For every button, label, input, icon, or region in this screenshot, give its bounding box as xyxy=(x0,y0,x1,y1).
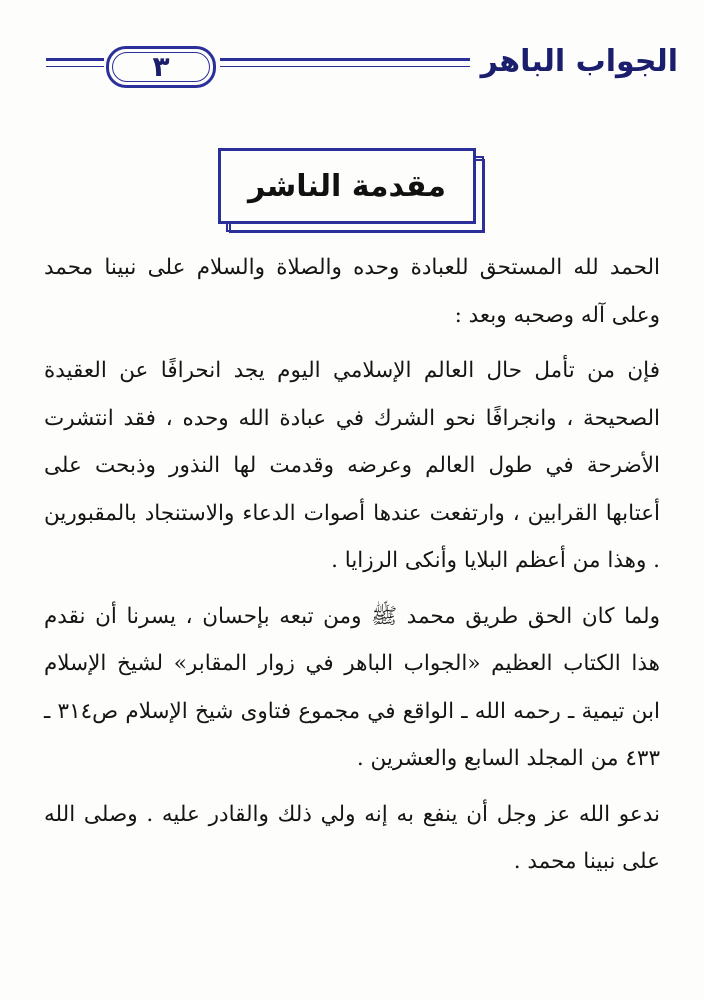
header-rule-middle-bottom xyxy=(220,66,470,67)
paragraph-book: ولما كان الحق طريق محمد ﷺ ومن تبعه بإحسان ، يسرنا أن نقدم هذا الكتاب العظيم «الجواب الباهر في زوار المقابر» لشيخ الإسلام ابن تيمية ـ رحمه الله ـ الواقع في مجموع فتاوى شيخ الإسلام ص٣١٤ ـ ٤٣٣ من المجلد السابع والعشرين . xyxy=(44,603,660,771)
paragraph-intro: الحمد لله المستحق للعبادة وحده والصلاة والسلام على نبينا محمد وعلى آله وصحبه وبعد : xyxy=(44,255,660,328)
header-rule-middle-top xyxy=(220,58,470,61)
section-title: مقدمة الناشر xyxy=(248,168,446,204)
paragraph-closing: ندعو الله عز وجل أن ينفع به إنه ولي ذلك والقادر عليه . وصلى الله على نبينا محمد . xyxy=(44,801,660,874)
header-rule-left-bottom xyxy=(46,66,104,67)
page-number-frame xyxy=(106,46,216,88)
page-header xyxy=(38,30,678,90)
page-number: ٣ xyxy=(152,50,170,83)
section-title-frame xyxy=(218,148,476,224)
body-text xyxy=(44,244,660,886)
paragraph-state: فإن من تأمل حال العالم الإسلامي اليوم يجد انحرافًا عن العقيدة الصحيحة ، وانجرافًا نحو الشرك في عبادة الله وحده ، فقد انتشرت الأضرحة في طول العالم وعرضه وقدمت لها النذور وذبحت على أعتابها القرابين ، وارتفعت عندها أصوات الدعاء والاستنجاد بالمقبورين . وهذا من أعظم البلايا وأنكى الرزايا . xyxy=(44,358,660,573)
book-title: الجواب الباهر xyxy=(480,44,678,79)
header-rule-left-top xyxy=(46,58,104,61)
